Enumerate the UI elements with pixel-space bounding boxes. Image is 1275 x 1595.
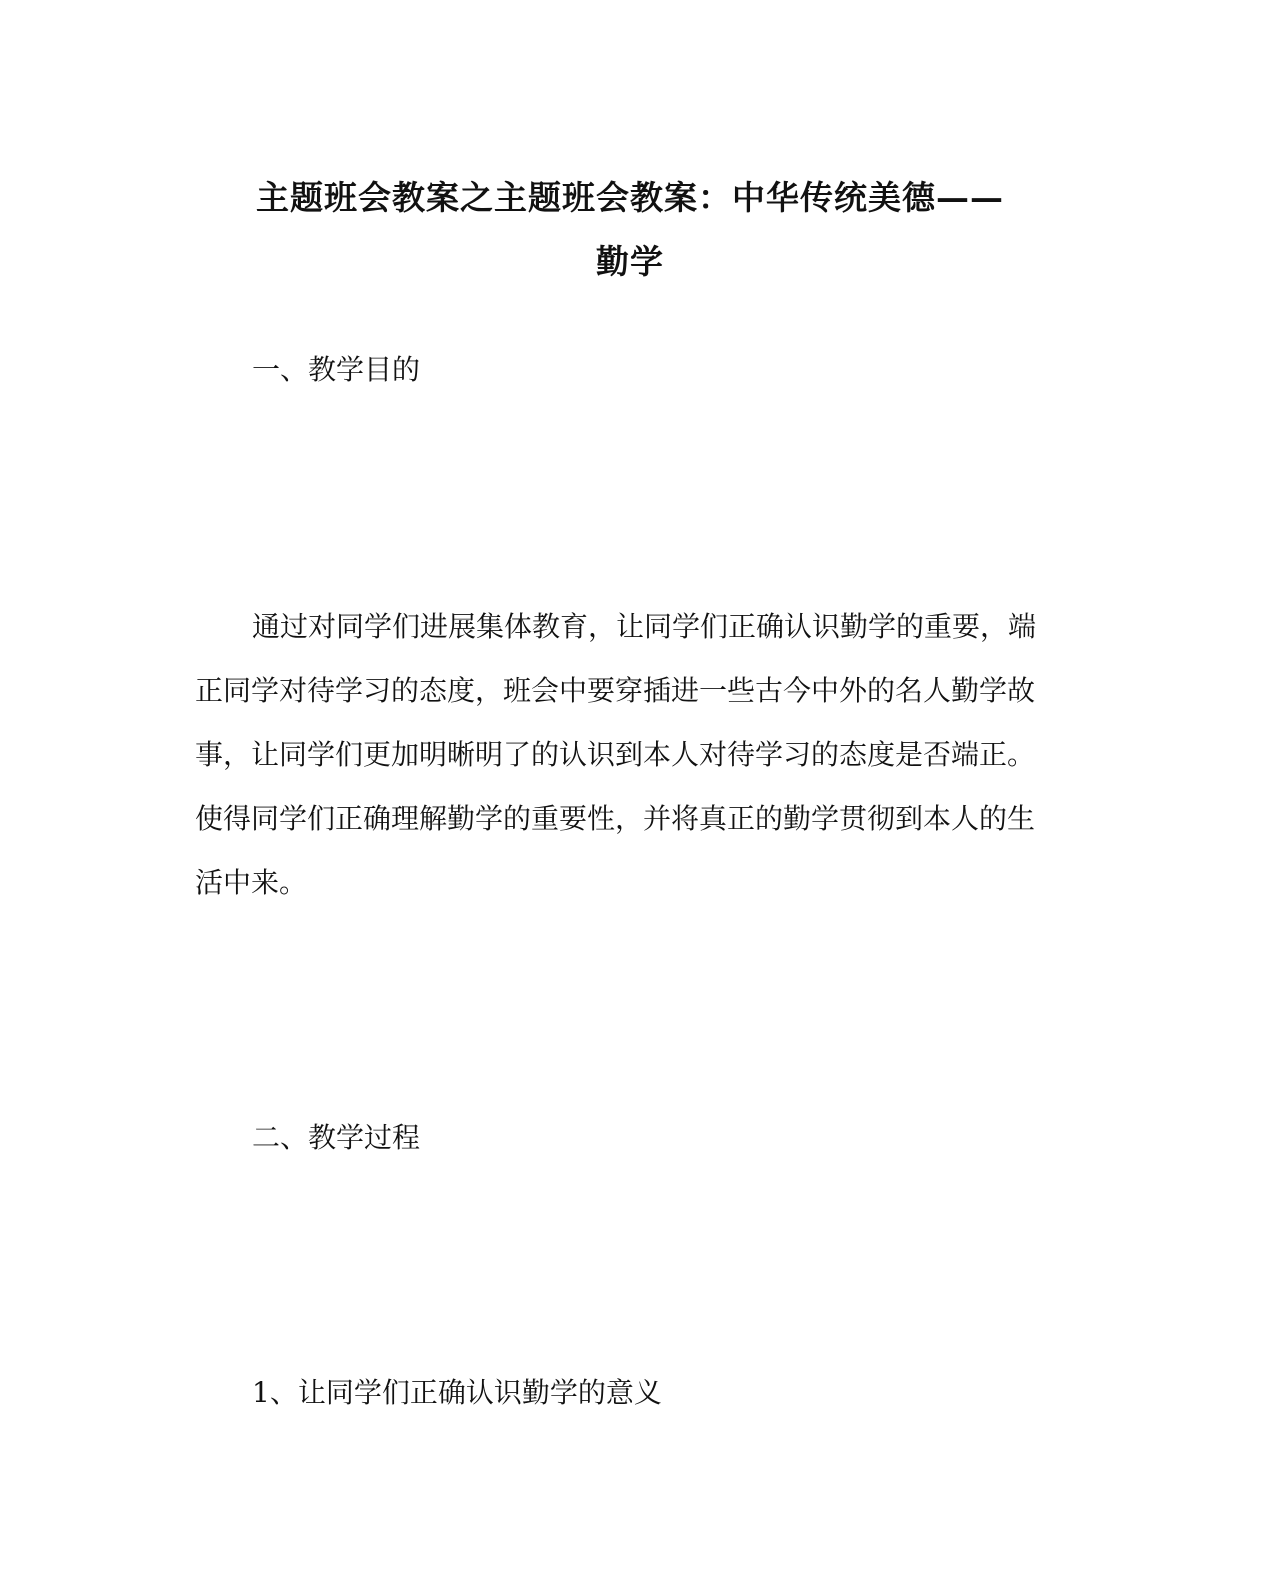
paragraph-line: 正同学对待学习的态度，班会中要穿插进一些古今中外的名人勤学故	[195, 674, 1036, 707]
section-heading-teaching-purpose: 一、教学目的	[252, 353, 421, 386]
paragraph-line: 活中来。	[195, 866, 308, 899]
teaching-purpose-paragraph	[195, 595, 1065, 915]
document-title-line-2: 勤学	[596, 242, 664, 281]
paragraph-line: 通过对同学们进展集体教育，让同学们正确认识勤学的重要，端	[252, 610, 1037, 643]
subsection-heading-meaning-of-diligence: 1、让同学们正确认识勤学的意义	[252, 1376, 662, 1409]
paragraph-line: 事，让同学们更加明晰明了的认识到本人对待学习的态度是否端正。	[195, 738, 1036, 771]
paragraph-line: 使得同学们正确理解勤学的重要性，并将真正的勤学贯彻到本人的生	[195, 802, 1036, 835]
document-title-line-1: 主题班会教案之主题班会教案：中华传统美德——	[256, 178, 1004, 217]
section-heading-teaching-process: 二、教学过程	[252, 1121, 421, 1154]
